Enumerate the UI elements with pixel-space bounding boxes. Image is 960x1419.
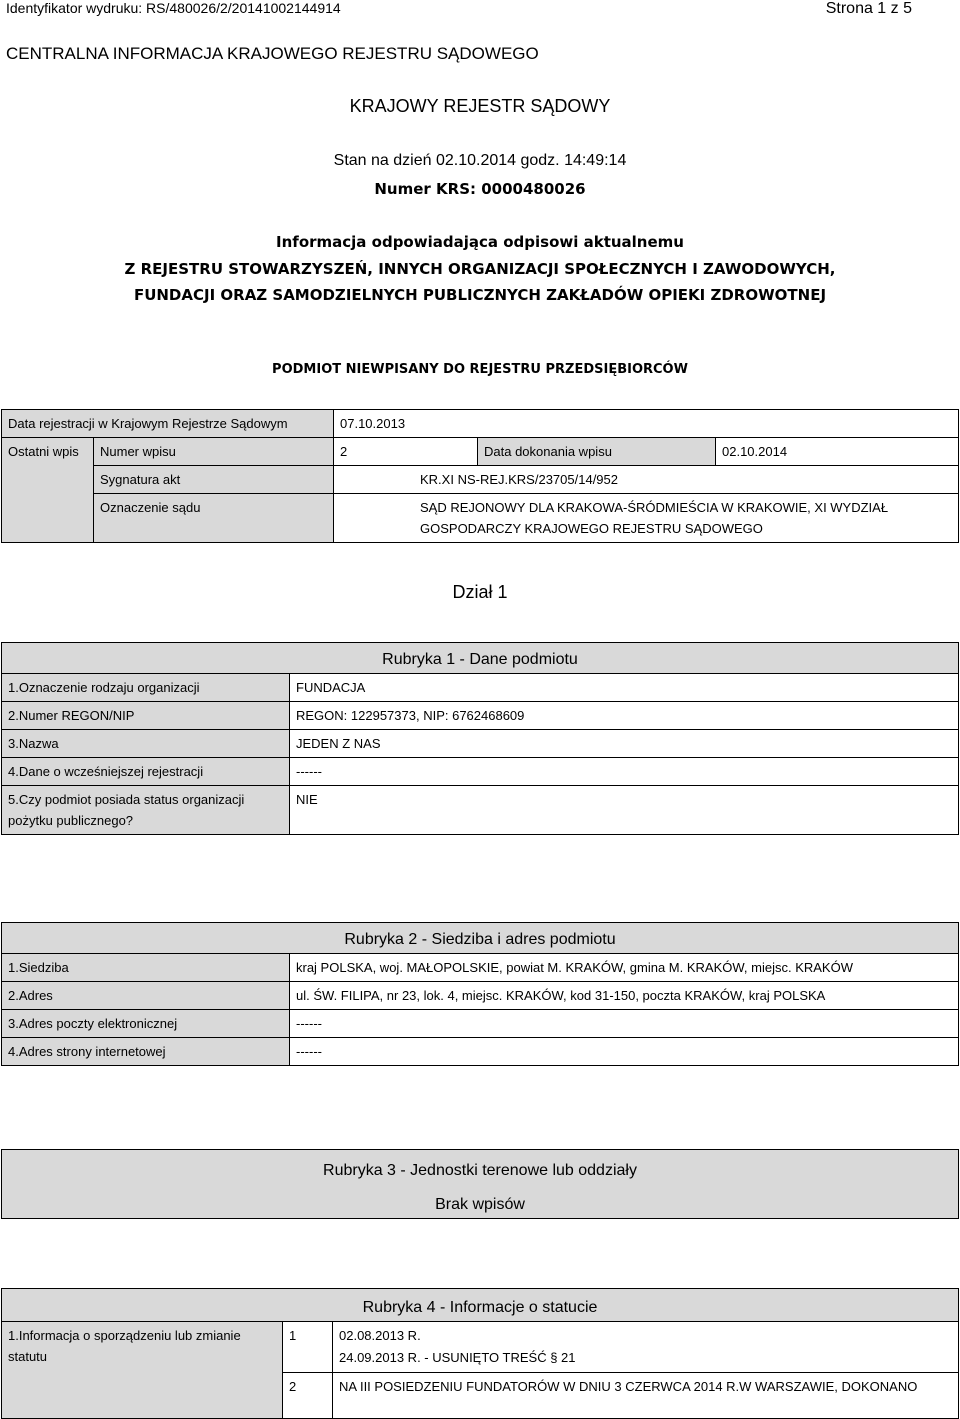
rubric-1-title: Rubryka 1 - Dane podmiotu	[2, 643, 959, 674]
state-date: Stan na dzień 02.10.2014 godz. 14:49:14	[333, 152, 627, 169]
rubric-1-row-3-label: 3.Nazwa	[2, 730, 290, 758]
last-entry-label: Ostatni wpis	[2, 438, 94, 543]
page-number: Strona 1 z 5	[825, 0, 912, 17]
rubric-1-row-5-value: NIE	[290, 786, 959, 835]
rubric-1-row-3-value: JEDEN Z NAS	[290, 730, 959, 758]
rubric-3-empty: Brak wpisów	[2, 1184, 959, 1219]
krs-number: Numer KRS: 0000480026	[374, 180, 586, 198]
rubric-1-row-4-label: 4.Dane o wcześniejszej rejestracji	[2, 758, 290, 786]
entry-number-label: Numer wpisu	[94, 438, 334, 466]
court-label: Oznaczenie sądu	[94, 494, 334, 543]
register-name: KRAJOWY REJESTR SĄDOWY	[349, 96, 611, 116]
rubric-3-table	[1, 1149, 959, 1219]
rubric-4-entry-1-line-2: 24.09.2013 R. - USUNIĘTO TREŚĆ § 21	[339, 1350, 576, 1365]
entity-note: PODMIOT NIEWPISANY DO REJESTRU PRZEDSIĘBIORCÓW	[272, 362, 688, 377]
rubric-4-entry-2-number: 2	[283, 1373, 333, 1419]
rubric-2-row-3-value: ------	[290, 1010, 959, 1038]
rubric-1-row-4-value: ------	[290, 758, 959, 786]
registration-date-label: Data rejestracji w Krajowym Rejestrze Sądowym	[2, 410, 334, 438]
rubric-2-row-2-label: 2.Adres	[2, 982, 290, 1010]
court-row	[2, 494, 959, 543]
print-identifier: Identyfikator wydruku: RS/480026/2/20141002144914	[6, 0, 341, 16]
rubric-1-row-1-value: FUNDACJA	[290, 674, 959, 702]
rubric-1-row-1-label: 1.Oznaczenie rodzaju organizacji	[2, 674, 290, 702]
rubric-2-title: Rubryka 2 - Siedziba i adres podmiotu	[2, 923, 959, 954]
entry-number-value: 2	[334, 438, 478, 466]
info-line-2: Z REJESTRU STOWARZYSZEŃ, INNYCH ORGANIZACJI SPOŁECZNYCH I ZAWODOWYCH,	[124, 260, 836, 278]
rubric-1-table	[1, 642, 959, 835]
registration-table	[1, 409, 959, 543]
institution-name: CENTRALNA INFORMACJA KRAJOWEGO REJESTRU SĄDOWEGO	[6, 44, 539, 63]
registration-date-value: 07.10.2013	[334, 410, 959, 438]
signature-row	[2, 466, 959, 494]
rubric-4-entry-1-line-1: 02.08.2013 R.	[339, 1328, 421, 1343]
rubric-2-row-4-value: ------	[290, 1038, 959, 1066]
rubric-4-entry-2-line-1: NA III POSIEDZENIU FUNDATORÓW W DNIU 3 CZERWCA 2014 R.W WARSZAWIE, DOKONANO	[333, 1373, 959, 1419]
rubric-4-title: Rubryka 4 - Informacje o statucie	[2, 1289, 959, 1322]
rubric-1-row-5-label: 5.Czy podmiot posiada status organizacji pożytku publicznego?	[2, 786, 290, 835]
rubric-4-label: 1.Informacja o sporządzeniu lub zmianie statutu	[2, 1322, 283, 1419]
info-line-1: Informacja odpowiadająca odpisowi aktualnemu	[276, 233, 684, 251]
registration-date-row	[2, 410, 959, 438]
rubric-1-row-2-label: 2.Numer REGON/NIP	[2, 702, 290, 730]
info-line-3: FUNDACJI ORAZ SAMODZIELNYCH PUBLICZNYCH ZAKŁADÓW OPIEKI ZDROWOTNEJ	[133, 286, 827, 304]
rubric-2-row-1-value: kraj POLSKA, woj. MAŁOPOLSKIE, powiat M. KRAKÓW, gmina M. KRAKÓW, miejsc. KRAKÓW	[290, 954, 959, 982]
rubric-2-row-1-label: 1.Siedziba	[2, 954, 290, 982]
rubric-2-row-3-label: 3.Adres poczty elektronicznej	[2, 1010, 290, 1038]
last-entry-row	[2, 438, 959, 466]
entry-date-value: 02.10.2014	[716, 438, 959, 466]
rubric-2-table	[1, 922, 959, 1066]
entry-date-label: Data dokonania wpisu	[478, 438, 716, 466]
signature-value: KR.XI NS-REJ.KRS/23705/14/952	[334, 466, 959, 494]
section-title: Dział 1	[452, 582, 508, 602]
rubric-4-entry-1	[333, 1322, 959, 1373]
signature-label: Sygnatura akt	[94, 466, 334, 494]
rubric-4-entry-1-number: 1	[283, 1322, 333, 1373]
rubric-1-row-2-value: REGON: 122957373, NIP: 6762468609	[290, 702, 959, 730]
rubric-4-table	[1, 1288, 959, 1419]
rubric-2-row-4-label: 4.Adres strony internetowej	[2, 1038, 290, 1066]
rubric-3-title: Rubryka 3 - Jednostki terenowe lub oddziały	[2, 1150, 959, 1185]
rubric-2-row-2-value: ul. ŚW. FILIPA, nr 23, lok. 4, miejsc. KRAKÓW, kod 31-150, poczta KRAKÓW, kraj POLSKA	[290, 982, 959, 1010]
court-value: SĄD REJONOWY DLA KRAKOWA-ŚRÓDMIEŚCIA W KRAKOWIE, XI WYDZIAŁ GOSPODARCZY KRAJOWEGO REJESTRU SĄDOWEGO	[334, 494, 959, 543]
